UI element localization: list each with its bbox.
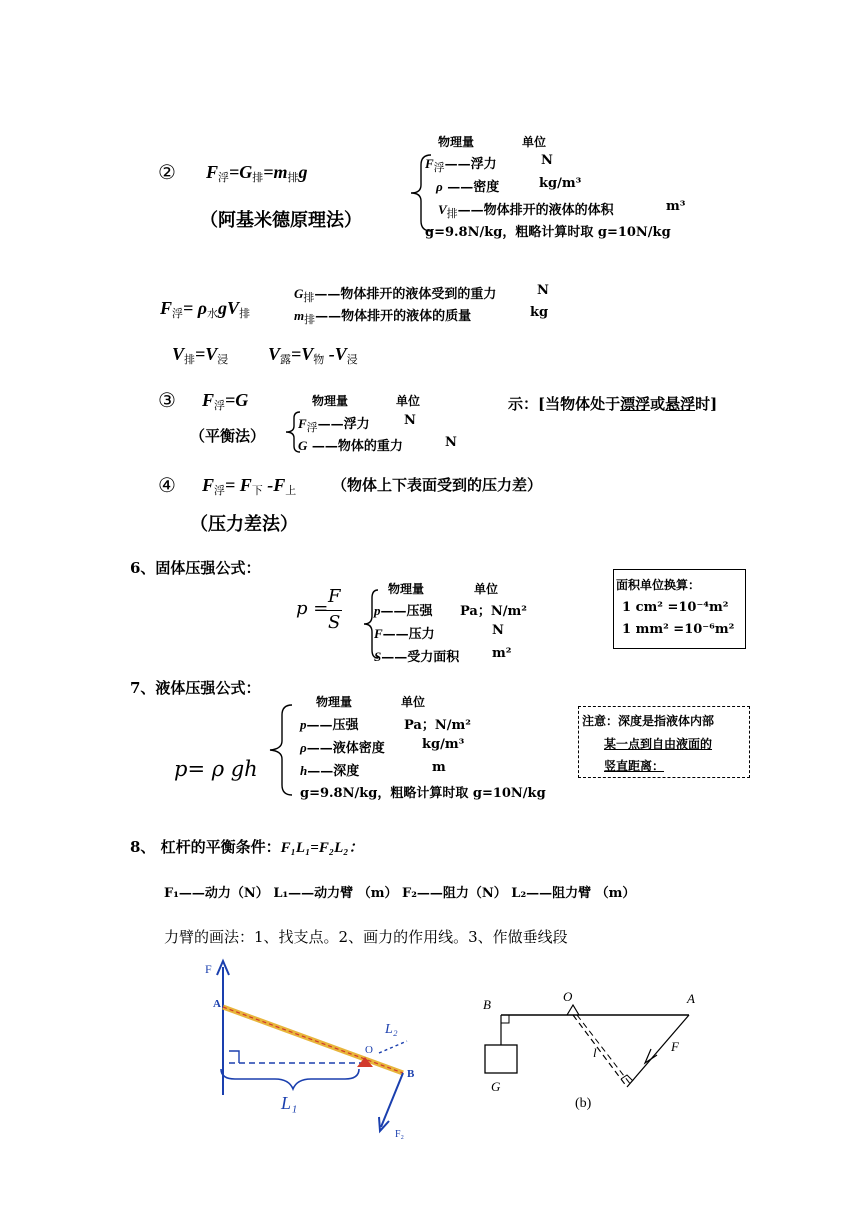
equilibrium-note: 示：[当物体处于漂浮或悬浮时] (508, 395, 718, 413)
legend-row: p——压强 (300, 717, 359, 733)
volume-relation-1: V排=V浸 (172, 344, 229, 366)
legend-head-qty: 物理量 (388, 582, 425, 596)
note-line: 某一点到自由液面的 (604, 737, 713, 751)
method-label-pressure-difference: （压力差法） (190, 514, 298, 535)
legend-row: G ——物体的重力 (298, 438, 403, 454)
section-heading-8: 8、 杠杆的平衡条件：F₁L₁=F₂L₂： (130, 838, 364, 856)
legend-row: F——压力 (374, 626, 435, 642)
box-line: 1 cm² =10⁻⁴m² (622, 600, 729, 615)
fig-label: A (687, 991, 695, 1006)
lever-diagram-b (475, 985, 705, 1115)
solid-pressure-formula-p: p = (296, 598, 329, 619)
fig-label: F (205, 962, 212, 976)
legend-head-qty: 物理量 (312, 394, 349, 408)
item-number-2: ② (158, 160, 176, 184)
section-heading-6: 6、固体压强公式： (130, 559, 261, 577)
legend-unit: N (537, 283, 549, 298)
fraction-bar (326, 610, 342, 611)
fig-label: B (407, 1068, 415, 1080)
legend-head-qty: 物理量 (316, 695, 353, 709)
item-number-4: ④ (158, 473, 176, 497)
fig-label: F₂ (395, 1129, 405, 1140)
equilibrium-formula: F浮=G (202, 390, 249, 412)
fig-label: F (671, 1039, 679, 1054)
gravity-note: g=9.8N/kg，粗略计算时取 g=10N/kg (425, 225, 671, 240)
legend-head-unit: 单位 (396, 394, 421, 408)
legend-unit: m² (492, 646, 512, 661)
fig-label: O (365, 1044, 373, 1056)
note-line: 竖直距离： (604, 759, 665, 773)
legend-row: h——深度 (300, 763, 360, 779)
fig-caption: (b) (575, 1096, 592, 1111)
box-line: 1 mm² =10⁻⁶m² (622, 622, 735, 637)
brace-icon (264, 703, 298, 797)
legend-unit: m³ (666, 199, 686, 214)
legend-row: $V_排——$物体排开的液体的体积 (438, 202, 614, 220)
liquid-pressure-formula: p= ρ gh (174, 757, 258, 781)
fig-label: L₂ (385, 1022, 398, 1037)
gravity-note: g=9.8N/kg，粗略计算时取 g=10N/kg (300, 786, 546, 801)
legend-row: $F_浮——$浮力 (298, 416, 370, 434)
volume-relation-2: V露=V物 -V浸 (268, 344, 358, 366)
legend-row: ρ——液体密度 (300, 740, 385, 756)
legend-row: $F_浮——$浮力 (425, 156, 497, 174)
archimedes-formula: F浮=G排=m排g (206, 162, 308, 184)
legend-row: p——压强 (374, 603, 433, 619)
box-title: 面积单位换算： (616, 578, 701, 592)
fig-label: L₁ (281, 1093, 298, 1113)
legend-row: $G_排——$物体排开的液体受到的重力 (294, 286, 497, 304)
legend-unit: N (541, 153, 553, 168)
legend-unit: m (432, 760, 446, 775)
fig-label: G (491, 1079, 501, 1094)
legend-unit: kg/m³ (422, 737, 465, 752)
item-number-3: ③ (158, 388, 176, 412)
legend-unit: N (492, 623, 504, 638)
legend-unit: N (404, 413, 416, 428)
fig-label: B (483, 997, 491, 1012)
lever-definitions: F₁——动力（N） L₁——动力臂 （m） F₂——阻力（N） L₂——阻力臂 （m） (164, 886, 636, 901)
fraction-denominator: S (328, 612, 341, 633)
legend-row: S——受力面积 (374, 649, 460, 665)
legend-unit: kg (530, 305, 549, 320)
buoyancy-density-formula: F浮= ρ水gV排 (160, 298, 251, 320)
legend-unit: Pa；N/m² (460, 604, 527, 619)
legend-head-unit: 单位 (474, 582, 499, 596)
pressure-difference-formula: F浮= F下 -F上 (202, 475, 297, 497)
fig-label: A (213, 998, 221, 1010)
legend-row: ρ ——密度 (436, 179, 500, 195)
section-heading-7: 7、液体压强公式： (130, 679, 261, 697)
legend-head-unit: 单位 (522, 135, 547, 149)
legend-unit: kg/m³ (539, 176, 582, 191)
legend-unit: N (445, 435, 457, 450)
lever-diagram-a (195, 955, 420, 1140)
note-line: 注意：深度是指液体内部 (582, 714, 715, 728)
legend-row: $m_排——$物体排开的液体的质量 (294, 308, 472, 326)
fraction-numerator: F (328, 586, 341, 607)
legend-unit: Pa；N/m² (404, 718, 471, 733)
lever-arm-method: 力臂的画法：1、找支点。2、画力的作用线。3、作做垂线段 (164, 928, 568, 946)
fig-label: l (593, 1045, 597, 1060)
legend-head-unit: 单位 (401, 695, 426, 709)
pressure-difference-desc: （物体上下表面受到的压力差） (332, 476, 543, 494)
fig-label: O (563, 989, 573, 1004)
legend-head-qty: 物理量 (438, 135, 475, 149)
method-label-archimedes: （阿基米德原理法） (200, 210, 362, 231)
method-label-equilibrium: （平衡法） (190, 427, 266, 445)
